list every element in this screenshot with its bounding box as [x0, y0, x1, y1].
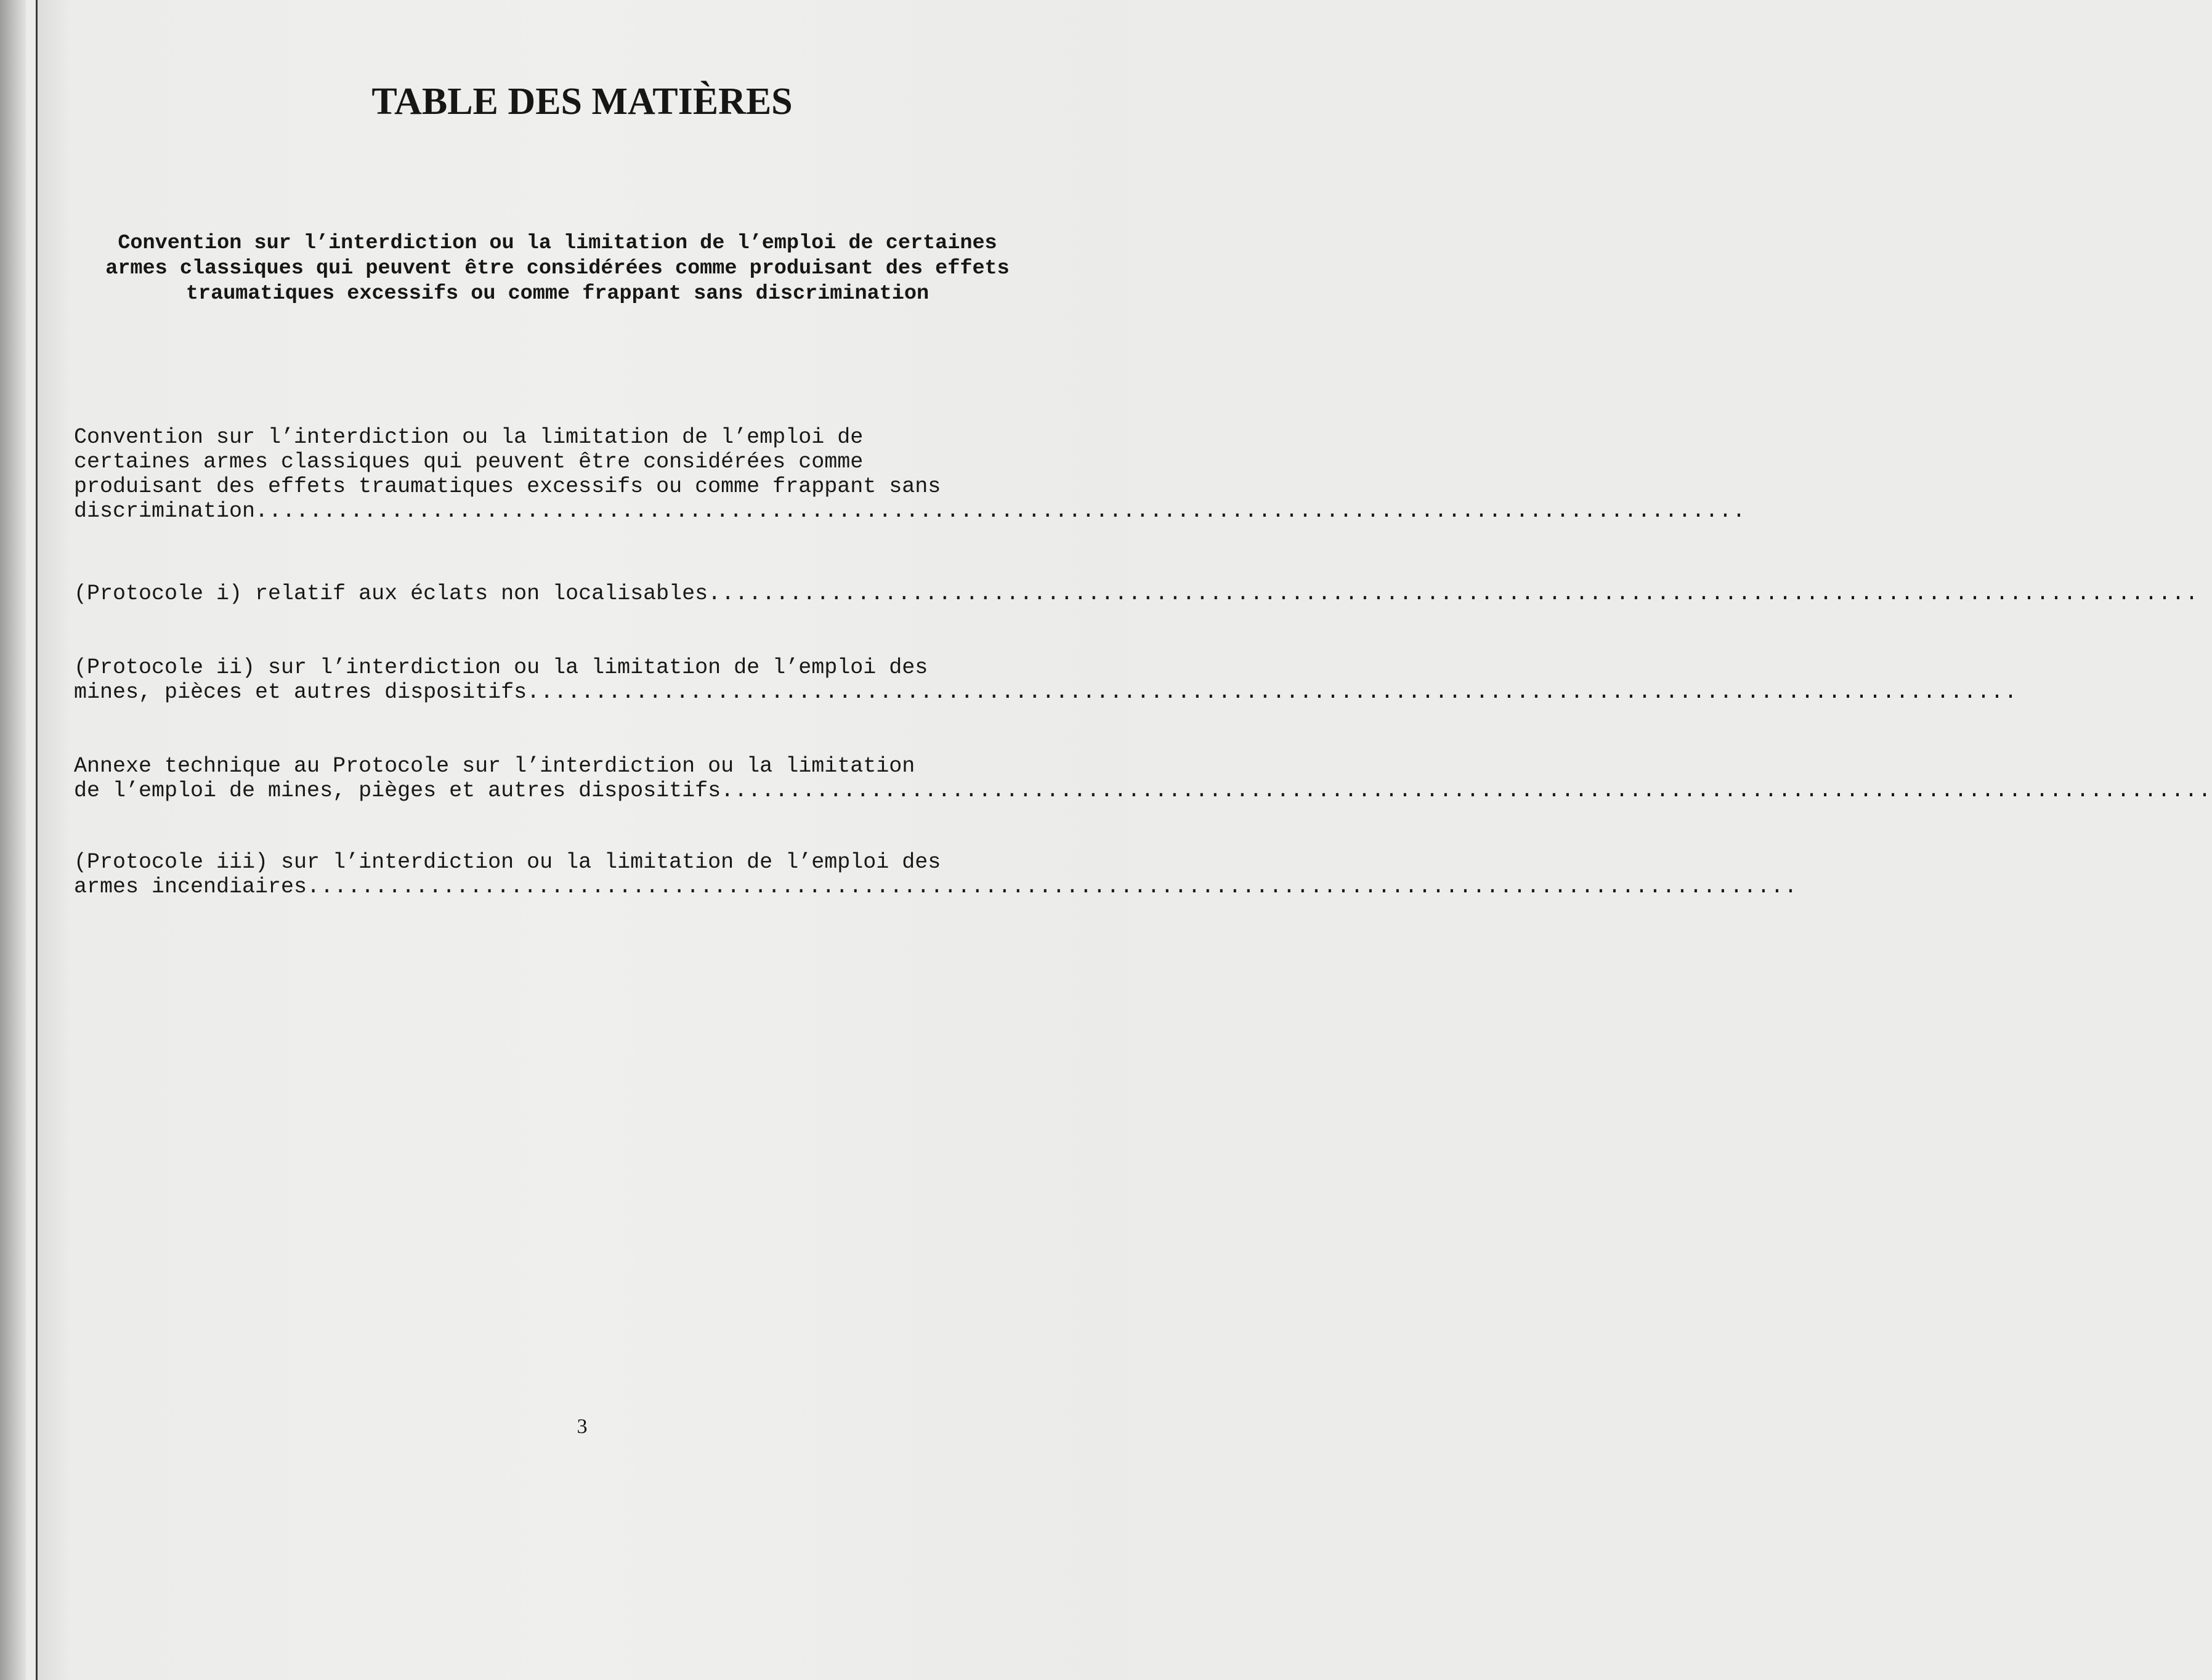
leader-dots: .............................................................................................................. — [708, 581, 2199, 606]
page-title: TABLE DES MATIÈRES — [371, 81, 793, 123]
toc-entry-line: armes incendiaires — [74, 874, 307, 899]
toc-entry-text — [74, 754, 1048, 778]
toc-entry-last-line — [74, 778, 2212, 803]
toc-entry-protocole-i[interactable] — [74, 581, 2199, 606]
toc-entry-last-line — [74, 499, 1746, 523]
toc-entry-last-line — [74, 680, 2018, 705]
page-number: 3 — [577, 1415, 588, 1438]
toc-entry-line: (Protocole iii) sur l’interdiction ou la limitation de l’emploi des — [74, 850, 941, 874]
toc-entry-convention[interactable] — [74, 425, 1746, 523]
toc-entry-protocole-iii[interactable] — [74, 850, 1798, 899]
toc-entry-protocole-ii[interactable] — [74, 655, 2018, 705]
convention-heading: Convention sur l’interdiction ou la limitation de l’emploi de certaines armes classiques qui peuvent être considérées comme produisant des effets traumatiques excessifs ou comme frappant sans discrimination — [105, 232, 1010, 305]
toc-entry-last-line — [74, 581, 2199, 606]
toc-entry-last-line — [74, 874, 1798, 899]
toc-entry-line: (Protocole i) relatif aux éclats non localisables — [74, 581, 708, 606]
leader-dots: .............................................................................................................. — [721, 778, 2212, 803]
toc-entry-line: produisant des effets traumatiques excessifs ou comme frappant sans — [74, 474, 941, 499]
toc-entry-line: mines, pièces et autres dispositifs — [74, 680, 527, 705]
leader-dots: .............................................................................................................. — [255, 499, 1746, 523]
toc-entry-line: (Protocole ii) sur l’interdiction ou la limitation de l’emploi des — [74, 655, 928, 680]
toc-entry-line: discrimination — [74, 499, 256, 523]
leader-dots: .............................................................................................................. — [307, 874, 1798, 899]
toc-entry-annexe-technique[interactable] — [74, 754, 2212, 803]
toc-entry-text — [74, 425, 1048, 499]
leader-dots: .............................................................................................................. — [527, 680, 2018, 705]
toc-entry-line: certaines armes classiques qui peuvent être considérées comme — [74, 450, 864, 474]
toc-entry-text — [74, 850, 1048, 874]
toc-entry-line: Annexe technique au Protocole sur l’interdiction ou la limitation — [74, 754, 915, 778]
binding-edge — [0, 0, 26, 1680]
toc-entry-line: de l’emploi de mines, pièges et autres dispositifs — [74, 778, 721, 803]
toc-entry-text — [74, 655, 1048, 680]
toc-entry-line: Convention sur l’interdiction ou la limitation de l’emploi de — [74, 425, 864, 450]
